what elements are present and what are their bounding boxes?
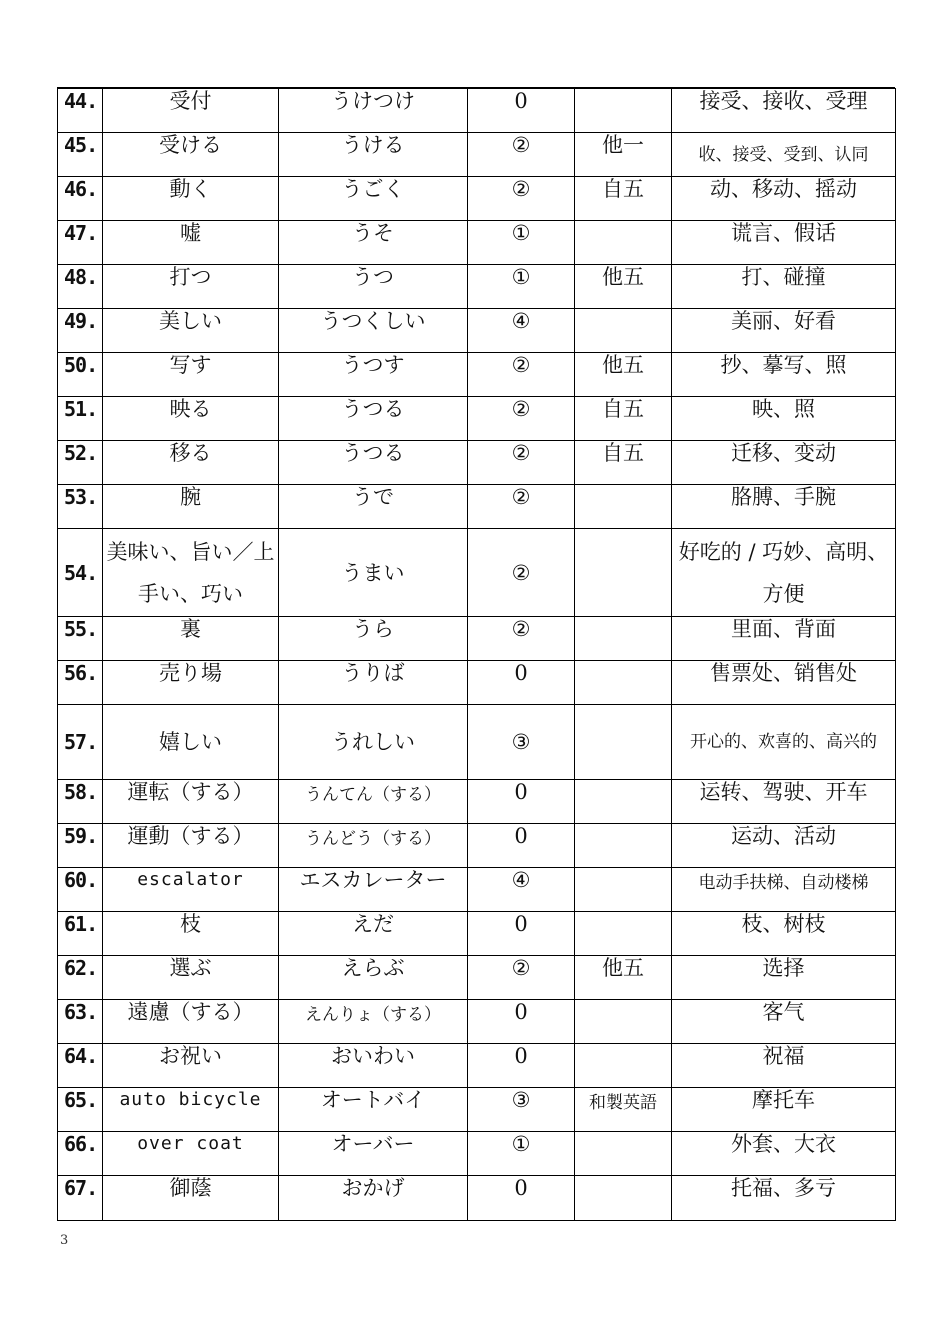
row-number: 45. [58,133,103,177]
row-accent: ② [468,441,575,485]
row-meaning: 客气 [672,1000,896,1044]
row-accent: ② [468,956,575,1000]
row-number: 59. [58,824,103,868]
row-accent: ② [468,529,575,617]
row-type: 他五 [575,353,672,397]
row-type: 自五 [575,177,672,221]
row-number: 48. [58,265,103,309]
table-row [58,133,896,177]
row-meaning: 托福、多亏 [672,1176,896,1221]
row-word: 美しい [103,309,279,353]
table-row [58,353,896,397]
table-row [58,1088,896,1132]
row-meaning: 接受、接收、受理 [672,89,896,133]
row-word: 売り場 [103,661,279,705]
table-row [58,956,896,1000]
row-number: 54. [58,529,103,617]
page-number: 3 [60,1233,69,1248]
row-word: auto bicycle [103,1088,279,1132]
table-row [58,1132,896,1176]
row-meaning: 电动手扶梯、自动楼梯 [672,868,896,912]
row-type [575,1044,672,1088]
row-number: 63. [58,1000,103,1044]
row-word: 映る [103,397,279,441]
row-number: 65. [58,1088,103,1132]
row-meaning: 好吃的 / 巧妙、高明、方便 [672,529,896,617]
row-type [575,221,672,265]
row-reading: えらぶ [279,956,468,1000]
row-type [575,89,672,133]
row-word: 動く [103,177,279,221]
table-row [58,1176,896,1221]
row-reading: オートバイ [279,1088,468,1132]
table-row [58,529,896,617]
row-accent: ② [468,353,575,397]
row-type: 他五 [575,956,672,1000]
row-type [575,705,672,780]
row-meaning: 选择 [672,956,896,1000]
row-reading: うりば [279,661,468,705]
row-accent: 0 [468,89,575,133]
row-type [575,824,672,868]
row-reading: うつる [279,397,468,441]
row-type [575,529,672,617]
table-row [58,309,896,353]
row-number: 47. [58,221,103,265]
row-reading: うで [279,485,468,529]
table-row [58,661,896,705]
row-word: 運動（する） [103,824,279,868]
row-meaning: 映、照 [672,397,896,441]
row-meaning: 收、接受、受到、认同 [672,133,896,177]
vocabulary-table [57,88,896,1221]
table-row [58,441,896,485]
row-reading: エスカレーター [279,868,468,912]
row-accent: 0 [468,1176,575,1221]
row-number: 53. [58,485,103,529]
table-row [58,617,896,661]
row-accent: ③ [468,1088,575,1132]
row-meaning: 枝、树枝 [672,912,896,956]
row-type [575,912,672,956]
row-accent: ① [468,265,575,309]
table-row [58,1044,896,1088]
row-reading: うつくしい [279,309,468,353]
row-number: 64. [58,1044,103,1088]
table-row [58,397,896,441]
row-reading: えんりょ（する） [279,1000,468,1044]
row-accent: ① [468,221,575,265]
row-type: 自五 [575,397,672,441]
row-accent: ③ [468,705,575,780]
row-word: 写す [103,353,279,397]
row-reading: うごく [279,177,468,221]
row-meaning: 打、碰撞 [672,265,896,309]
row-reading: うける [279,133,468,177]
row-meaning: 开心的、欢喜的、高兴的 [672,705,896,780]
row-accent: 0 [468,824,575,868]
row-meaning: 售票处、销售处 [672,661,896,705]
row-accent: 0 [468,661,575,705]
row-type [575,1000,672,1044]
row-number: 51. [58,397,103,441]
row-type [575,780,672,824]
row-type [575,485,672,529]
row-word: 嬉しい [103,705,279,780]
row-type: 他五 [575,265,672,309]
row-reading: うそ [279,221,468,265]
row-number: 67. [58,1176,103,1221]
row-meaning: 运动、活动 [672,824,896,868]
table-row [58,177,896,221]
table-row [58,780,896,824]
row-accent: ② [468,485,575,529]
row-type [575,309,672,353]
row-reading: うれしい [279,705,468,780]
row-number: 57. [58,705,103,780]
table-row [58,89,896,133]
row-type [575,617,672,661]
row-word: escalator [103,868,279,912]
row-word: 枝 [103,912,279,956]
row-accent: 0 [468,1000,575,1044]
row-reading: うけつけ [279,89,468,133]
row-word: 受付 [103,89,279,133]
row-reading: おかげ [279,1176,468,1221]
row-meaning: 里面、背面 [672,617,896,661]
row-reading: えだ [279,912,468,956]
row-word: 打つ [103,265,279,309]
vocabulary-table-body [58,89,896,1221]
row-reading: うまい [279,529,468,617]
row-meaning: 迁移、变动 [672,441,896,485]
row-number: 44. [58,89,103,133]
row-word: 御蔭 [103,1176,279,1221]
row-word: 嘘 [103,221,279,265]
row-word: 移る [103,441,279,485]
row-accent: ② [468,133,575,177]
row-reading: うんどう（する） [279,824,468,868]
row-word: お祝い [103,1044,279,1088]
table-row [58,265,896,309]
row-type: 和製英語 [575,1088,672,1132]
row-number: 46. [58,177,103,221]
row-number: 60. [58,868,103,912]
row-type [575,868,672,912]
table-row [58,485,896,529]
row-reading: うつる [279,441,468,485]
row-accent: ① [468,1132,575,1176]
row-meaning: 外套、大衣 [672,1132,896,1176]
row-word: 運転（する） [103,780,279,824]
table-row [58,868,896,912]
table-row [58,221,896,265]
row-reading: うんてん（する） [279,780,468,824]
row-word: 遠慮（する） [103,1000,279,1044]
table-row [58,1000,896,1044]
row-type: 自五 [575,441,672,485]
row-reading: うつ [279,265,468,309]
row-number: 55. [58,617,103,661]
row-accent: ② [468,617,575,661]
row-number: 62. [58,956,103,1000]
row-number: 52. [58,441,103,485]
row-word: 選ぶ [103,956,279,1000]
row-meaning: 美丽、好看 [672,309,896,353]
row-reading: オーバー [279,1132,468,1176]
row-meaning: 胳膊、手腕 [672,485,896,529]
row-accent: ② [468,177,575,221]
row-accent: ② [468,397,575,441]
table-row [58,824,896,868]
row-type: 他一 [575,133,672,177]
row-accent: ④ [468,868,575,912]
row-type [575,1176,672,1221]
row-accent: 0 [468,780,575,824]
row-word: 腕 [103,485,279,529]
row-reading: うつす [279,353,468,397]
row-number: 56. [58,661,103,705]
row-number: 58. [58,780,103,824]
row-word: 受ける [103,133,279,177]
row-accent: 0 [468,1044,575,1088]
row-reading: うら [279,617,468,661]
row-number: 61. [58,912,103,956]
row-meaning: 谎言、假话 [672,221,896,265]
table-row [58,705,896,780]
row-type [575,661,672,705]
row-word: over coat [103,1132,279,1176]
row-number: 66. [58,1132,103,1176]
row-reading: おいわい [279,1044,468,1088]
row-meaning: 动、移动、摇动 [672,177,896,221]
row-meaning: 抄、摹写、照 [672,353,896,397]
row-meaning: 祝福 [672,1044,896,1088]
row-word: 美味い、旨い／上手い、巧い [103,529,279,617]
row-number: 50. [58,353,103,397]
row-meaning: 摩托车 [672,1088,896,1132]
row-number: 49. [58,309,103,353]
row-type [575,1132,672,1176]
row-word: 裏 [103,617,279,661]
row-accent: 0 [468,912,575,956]
table-row [58,912,896,956]
row-accent: ④ [468,309,575,353]
row-meaning: 运转、驾驶、开车 [672,780,896,824]
